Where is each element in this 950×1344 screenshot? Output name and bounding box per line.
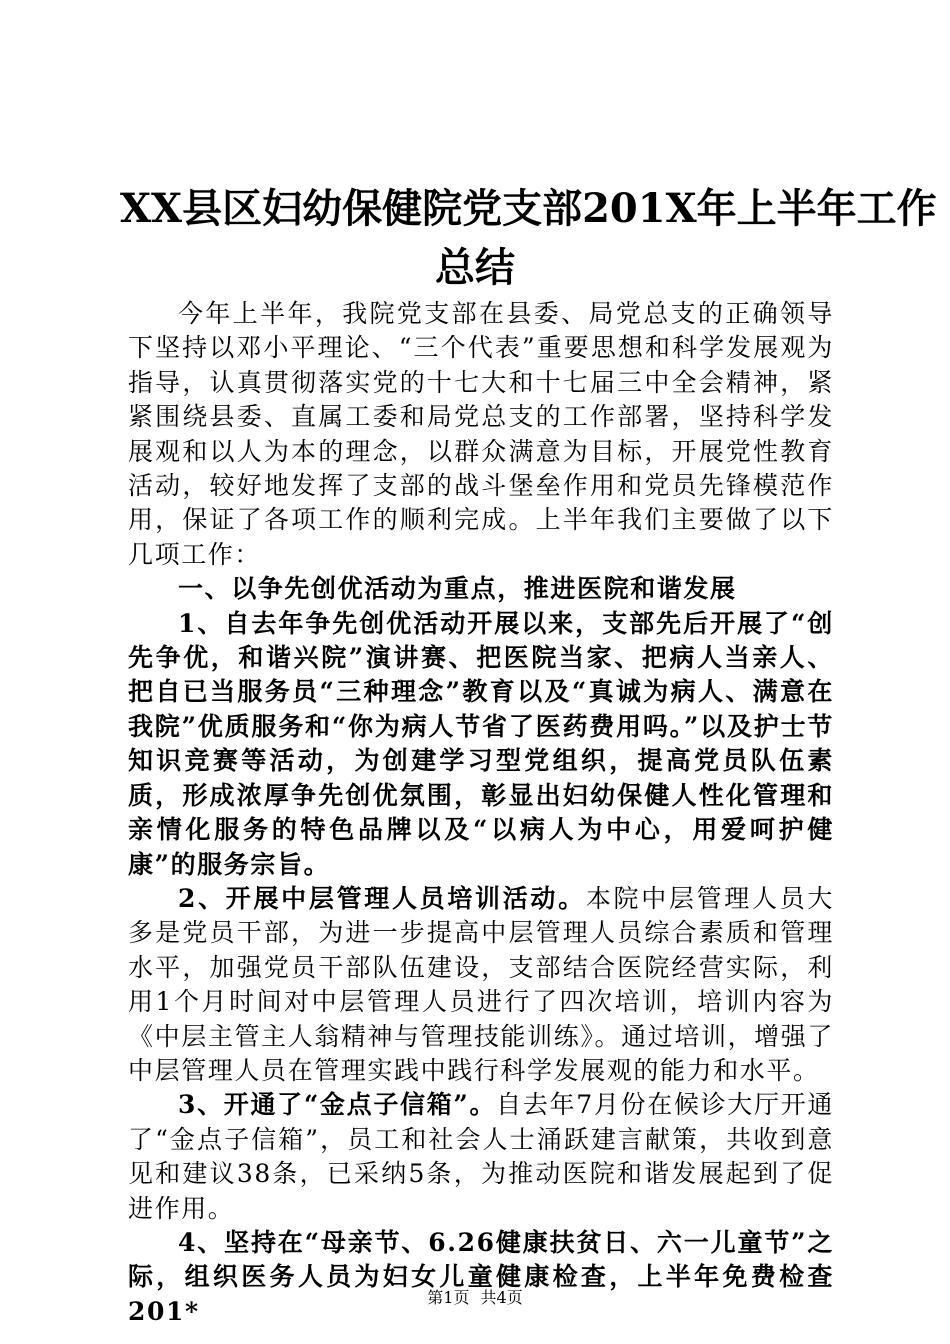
- item-3-lead: 3、开通了“金点子信箱”。: [178, 1090, 497, 1120]
- intro-paragraph: 今年上半年，我院党支部在县委、局党总支的正确领导下坚持以邓小平理论、“三个代表”重要思想和科学发展观为指导，认真贯彻落实党的十七大和十七届三中全会精神，紧紧围绕县委、直属工委和局党总支的工作部署，坚持科学发展观和以人为本的理念，以群众满意为目标，开展党性教育活动，较好地发挥了支部的战斗堡垒作用和党员先锋模范作用，保证了各项工作的顺利完成。上半年我们主要做了以下几项工作：: [128, 299, 834, 569]
- item-paragraph-4: 4、坚持在“母亲节、6.26健康扶贫日、六一儿童节”之际，组织医务人员为妇女儿童健康检查，上半年免费检查201*: [128, 1227, 834, 1326]
- page-number: 第1页: [427, 1288, 470, 1307]
- document-title-line1: XX县区妇幼保健院党支部201X年上半年工作: [120, 185, 937, 232]
- item-2-lead: 2、开展中层管理人员培训活动。: [178, 883, 586, 913]
- item-3-text: 自去年7月份在候诊大厅开通了“金点子信箱”，员工和社会人士涌跃建言献策，共收到意见和建议38条，已采纳5条，为推动医院和谐发展起到了促进作用。: [128, 1090, 834, 1223]
- item-paragraph-2: [128, 882, 834, 1088]
- document-title-line2: 总结: [435, 244, 515, 291]
- page-footer: [0, 1287, 950, 1309]
- document-body: [128, 297, 834, 1329]
- item-paragraph-1: 1、自去年争先创优活动开展以来，支部先后开展了“创先争优，和谐兴院”演讲赛、把医院当家、把病人当亲人、把自已当服务员“三种理念”教育以及“真诚为病人、满意在我院”优质服务和“你为病人节省了医药费用吗。”以及护士节知识竞赛等活动，为创建学习型党组织，提高党员队伍素质，形成浓厚争先创优氛围，彰显出妇幼保健人性化管理和亲情化服务的特色品牌以及“以病人为中心，用爱呵护健康”的服务宗旨。: [128, 608, 834, 879]
- page-total: 共4页: [480, 1288, 523, 1307]
- item-paragraph-3: [128, 1088, 834, 1226]
- section-heading-1: 一、以争先创优活动为重点，推进医院和谐发展: [178, 574, 737, 604]
- item-2-text: 本院中层管理人员大多是党员干部，为进一步提高中层管理人员综合素质和管理水平，加强党员干部队伍建设，支部结合医院经营实际，利用1个月时间对中层管理人员进行了四次培训，培训内容为《中层主管主人翁精神与管理技能训练》。通过培训，增强了中层管理人员在管理实践中践行科学发展观的能力和水平。: [128, 883, 834, 1085]
